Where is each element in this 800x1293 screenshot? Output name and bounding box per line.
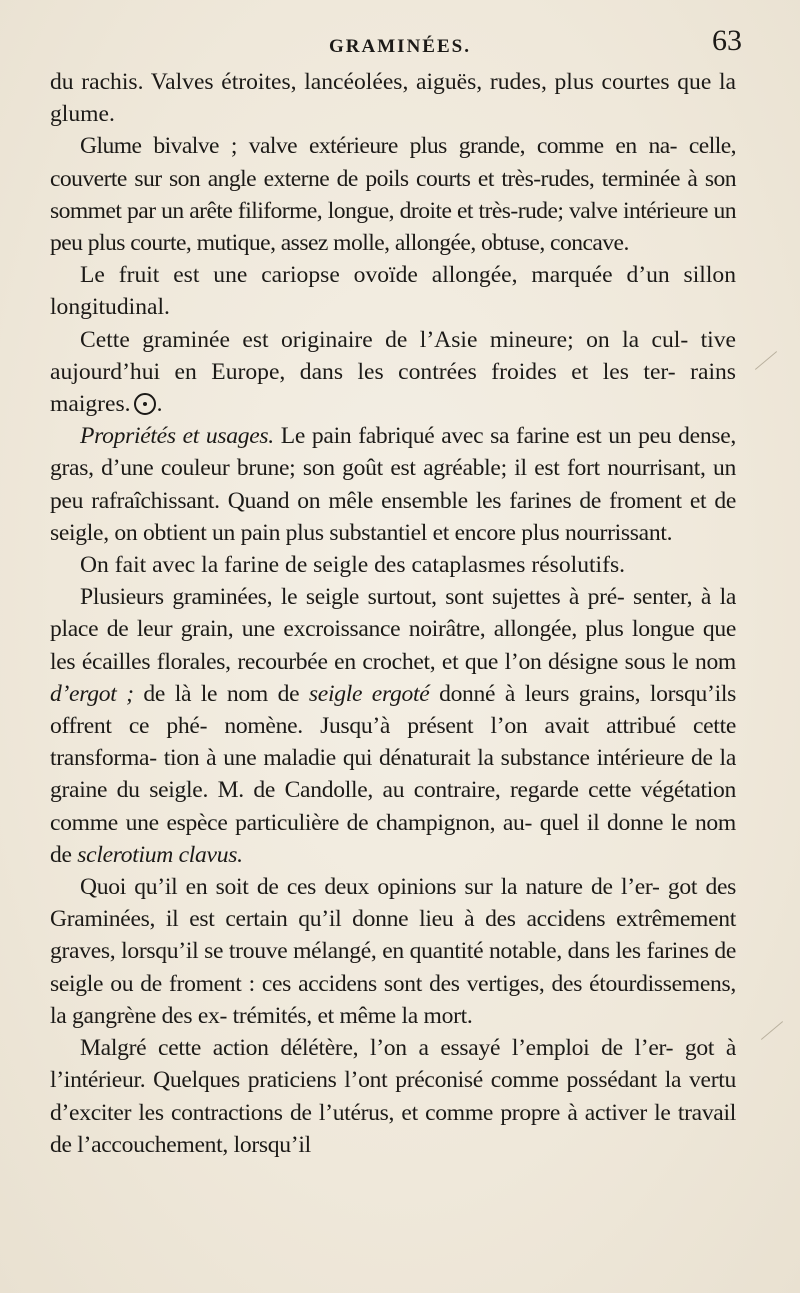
paragraph-cataplasmes: On fait avec la farine de seigle des cataplasmes résolutifs.	[80, 552, 626, 579]
seigle-ergote-term: seigle ergoté	[308, 680, 430, 707]
properties-heading: Propriétés et usages.	[80, 423, 274, 450]
paragraph-properties	[50, 420, 736, 549]
origin-period: .	[156, 391, 163, 418]
paragraph-rachis: du rachis. Valves étroites, lancéolées, aiguës, rudes, plus courtes que la glume.	[50, 69, 736, 128]
perennial-symbol-icon	[134, 393, 156, 415]
running-head: GRAMINÉES.	[329, 36, 471, 57]
body-text	[50, 66, 736, 1161]
paragraph-glume: Glume bivalve ; valve extérieure plus grande, comme en na- celle, couverte sur son angle externe de poils courts et très-rudes, terminée à son sommet par un arête filiforme, longue, droite et très-rude; valve intérieure un peu plus courte, mutique, assez molle, allongée, obtuse, concave.	[50, 133, 736, 257]
paragraph-opinions: Quoi qu’il en soit de ces deux opinions sur la nature de l’er- got des Graminées, il est certain qu’il donne lieu à des accidens extrêmement graves, lorsqu’il se trouve mélangé, en quantité notable, dans les farines de seigle ou de froment : ces accidens sont des vertiges, des étourdissemens, la gangrène des ex- trémités, et même la mort.	[50, 874, 736, 1029]
paragraph-usage: Malgré cette action délétère, l’on a essayé l’emploi de l’er- got à l’intérieur. Quelques praticiens l’ont préconisé comme possédant la vertu d’exciter les contractions de l’utérus, et comme propre à activer le travail de l’accouchement, lorsqu’il	[50, 1035, 736, 1158]
page-header	[0, 22, 800, 62]
sclerotium-term: sclerotium clavus.	[77, 841, 243, 868]
paragraph-ergot	[50, 581, 736, 871]
properties-text: Le pain fabriqué avec sa farine est un peu dense, gras, d’une couleur brune; son goût est agréable; il est fort nourrisant, un peu rafraîchissant. Quand on mêle ensemble les farines de froment et de seigle, on obtient un pain plus substantiel et encore plus nourrissant.	[50, 423, 736, 546]
page-number: 63	[712, 24, 742, 57]
paragraph-fruit: Le fruit est une cariopse ovoïde allongée, marquée d’un sillon longitudinal.	[50, 262, 736, 321]
ergot-text-c: donné à leurs grains, lorsqu’ils offrent ce phé- nomène. Jusqu’à présent l’on avait attribué cette transforma- tion à une maladie qui dénaturait la substance intérieure de la graine du seigle. M. de Candolle, au contraire, regarde cette végétation comme une espèce particulière de champignon, au- quel il donne le nom de	[50, 680, 736, 868]
ergot-term: d’ergot ;	[50, 680, 134, 707]
paper-fleck	[761, 1021, 783, 1040]
paper-fleck	[755, 351, 777, 370]
paragraph-origin	[50, 324, 736, 421]
ergot-text-a: Plusieurs graminées, le seigle surtout, sont sujettes à pré- senter, à la place de leur grain, une excroissance noirâtre, allongée, plus longue que les écailles florales, recourbée en crochet, et que l’on désigne sous le nom	[50, 584, 736, 675]
origin-text: Cette graminée est originaire de l’Asie mineure; on la cul- tive aujourd’hui en Europe, dans les contrées froides et les ter- rains maigres.	[50, 326, 736, 418]
ergot-text-b: de là le nom de	[133, 680, 309, 707]
